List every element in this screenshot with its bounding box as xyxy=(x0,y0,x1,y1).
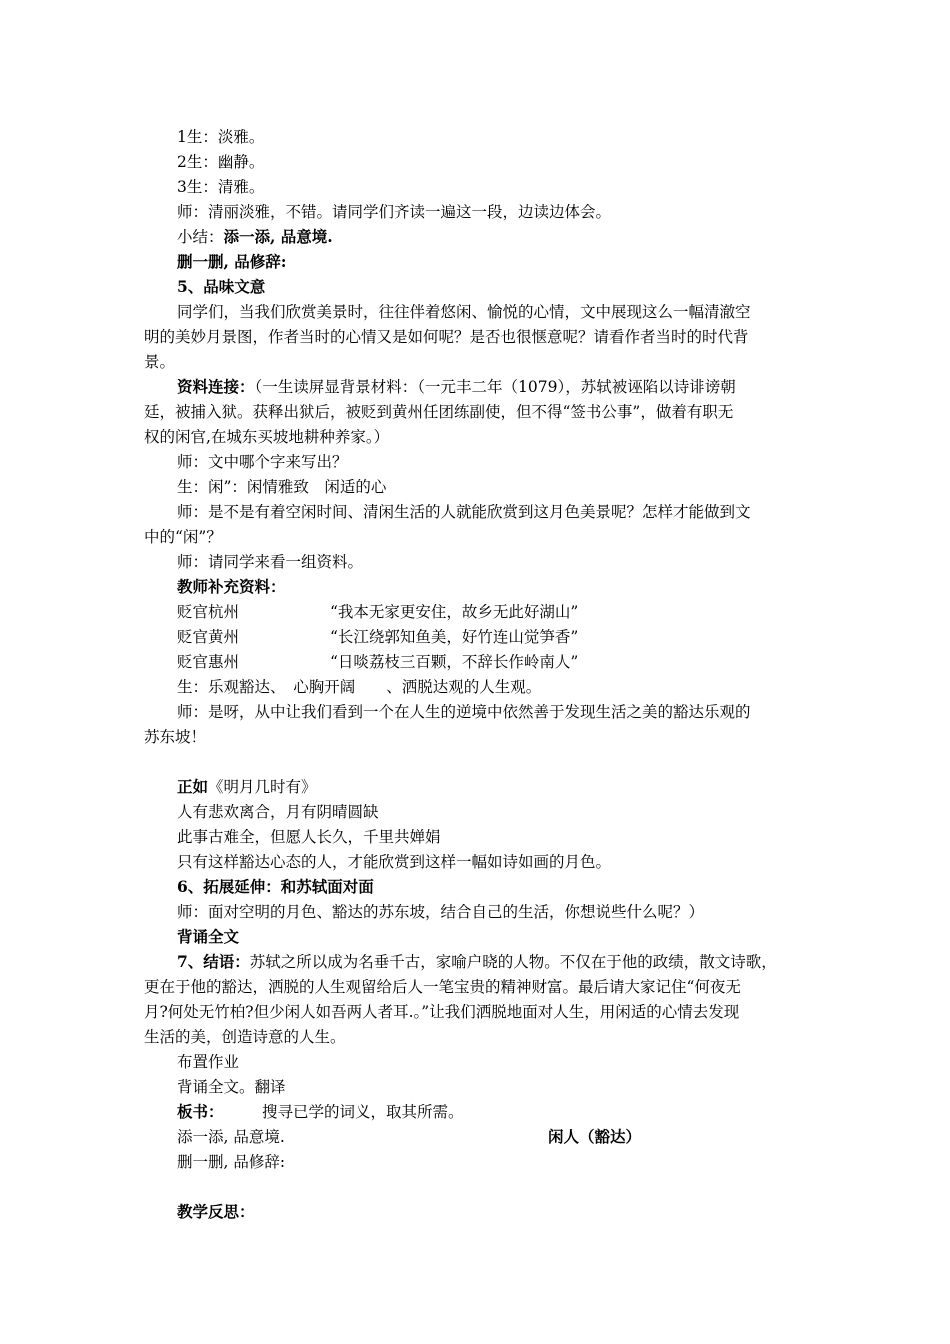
section-heading-6: 6、拓展延伸：和苏轼面对面 xyxy=(177,877,374,896)
supplement-heading: 教师补充资料： xyxy=(177,577,286,596)
paragraph-line: 更在于他的豁达，洒脱的人生观留给后人一笔宝贵的精神财富。最后请大家记住“何夜无 xyxy=(144,978,741,996)
paragraph-line: 只有这样豁达心态的人，才能欣赏到这样一幅如诗如画的月色。 xyxy=(177,853,612,871)
student-line: 生：乐观豁达、 心胸开阔 、洒脱达观的人生观。 xyxy=(177,678,542,696)
section-heading-5: 5、品味文意 xyxy=(177,277,266,296)
paragraph-line: 中的“闲”？ xyxy=(144,528,222,546)
paragraph-line: 明的美妙月景图，作者当时的心情又是如何呢？是否也很惬意呢？请看作者当时的时代背 xyxy=(144,328,749,346)
poem-title-line xyxy=(177,777,317,797)
student-answer-1: 1生：淡雅。 xyxy=(177,128,265,146)
paragraph-line: 月?何处无竹柏?但少闲人如吾两人者耳.。”让我们洒脱地面对人生，用闲适的心情去发现 xyxy=(144,1003,740,1021)
student-answer-3: 3生：清雅。 xyxy=(177,178,265,196)
poem-intro: 正如 xyxy=(177,777,209,796)
reflection-heading: 教学反思： xyxy=(177,1202,255,1221)
teacher-line: 师：文中哪个字来写出？ xyxy=(177,453,348,471)
homework-heading: 布置作业 xyxy=(177,1053,240,1071)
material-link-line xyxy=(177,377,736,397)
board-label: 板书： xyxy=(177,1102,224,1121)
board-line: 删一删, 品修辞: xyxy=(177,1153,286,1171)
conclusion-text: 苏轼之所以成为名垂千古，家喻户晓的人物。不仅在于他的政绩，散文诗歌， xyxy=(249,953,777,971)
poem-line: 此事古难全，但愿人长久，千里共婵娟 xyxy=(177,828,441,846)
board-line: 添一添, 品意境. xyxy=(177,1128,285,1146)
student-line: 生：闲”：闲情雅致 闲适的心 xyxy=(177,478,387,496)
teacher-line: 师：是不是有着空闲时间、清闲生活的人就能欣赏到这月色美景呢？怎样才能做到文 xyxy=(177,503,751,521)
summary-line-2: 删一删, 品修辞: xyxy=(177,252,287,271)
board-text: 搜寻已学的词义，取其所需。 xyxy=(262,1103,464,1121)
teacher-line: 师：是呀，从中让我们看到一个在人生的逆境中依然善于发现生活之美的豁达乐观的 xyxy=(177,703,751,721)
conclusion-label: 7、结语： xyxy=(177,952,250,971)
poem-line: 人有悲欢离合，月有阴晴圆缺 xyxy=(177,803,379,821)
teacher-line: 师：面对空明的月色、豁达的苏东坡，结合自己的生活，你想说些什么呢？） xyxy=(177,903,705,921)
exile-place: 贬官黄州 xyxy=(177,628,240,646)
conclusion-line xyxy=(177,952,777,972)
paragraph-line: 同学们，当我们欣赏美景时，往往伴着悠闲、愉悦的心情，文中展现这么一幅清澈空 xyxy=(177,303,751,321)
board-keyword: 闲人（豁达） xyxy=(548,1127,642,1146)
summary-line xyxy=(177,227,333,247)
exile-poem: “日啖荔枝三百颗，不辞长作岭南人” xyxy=(330,653,579,671)
paragraph-line: 苏东坡！ xyxy=(144,728,207,746)
homework-line: 背诵全文。翻译 xyxy=(177,1078,286,1096)
teacher-line: 师：请同学来看一组资料。 xyxy=(177,553,364,571)
paragraph-line: 权的闲官,在城东买坡地耕种养家。） xyxy=(144,428,390,446)
material-link-label: 资料连接： xyxy=(177,377,255,396)
recite-heading: 背诵全文 xyxy=(177,927,240,946)
material-link-text: （一生读屏显背景材料：（一元丰二年（1079），苏轼被诬陷以诗诽谤朝 xyxy=(254,378,736,396)
exile-place: 贬官杭州 xyxy=(177,603,240,621)
paragraph-line: 生活的美，创造诗意的人生。 xyxy=(144,1028,346,1046)
summary-text: 添一添, 品意境. xyxy=(223,227,333,246)
summary-label: 小结： xyxy=(177,228,224,246)
exile-poem: “长江绕郭知鱼美，好竹连山觉笋香” xyxy=(330,628,579,646)
paragraph-line: 景。 xyxy=(144,353,176,371)
exile-poem: “我本无家更安住，故乡无此好湖山” xyxy=(330,603,579,621)
exile-place: 贬官惠州 xyxy=(177,653,240,671)
poem-title: 《明月几时有》 xyxy=(208,778,317,796)
teacher-line: 师：清丽淡雅，不错。请同学们齐读一遍这一段，边读边体会。 xyxy=(177,203,612,221)
student-answer-2: 2生：幽静。 xyxy=(177,153,265,171)
paragraph-line: 廷，被捕入狱。获释出狱后，被贬到黄州任团练副使，但不得“签书公事”，做着有职无 xyxy=(144,403,734,421)
